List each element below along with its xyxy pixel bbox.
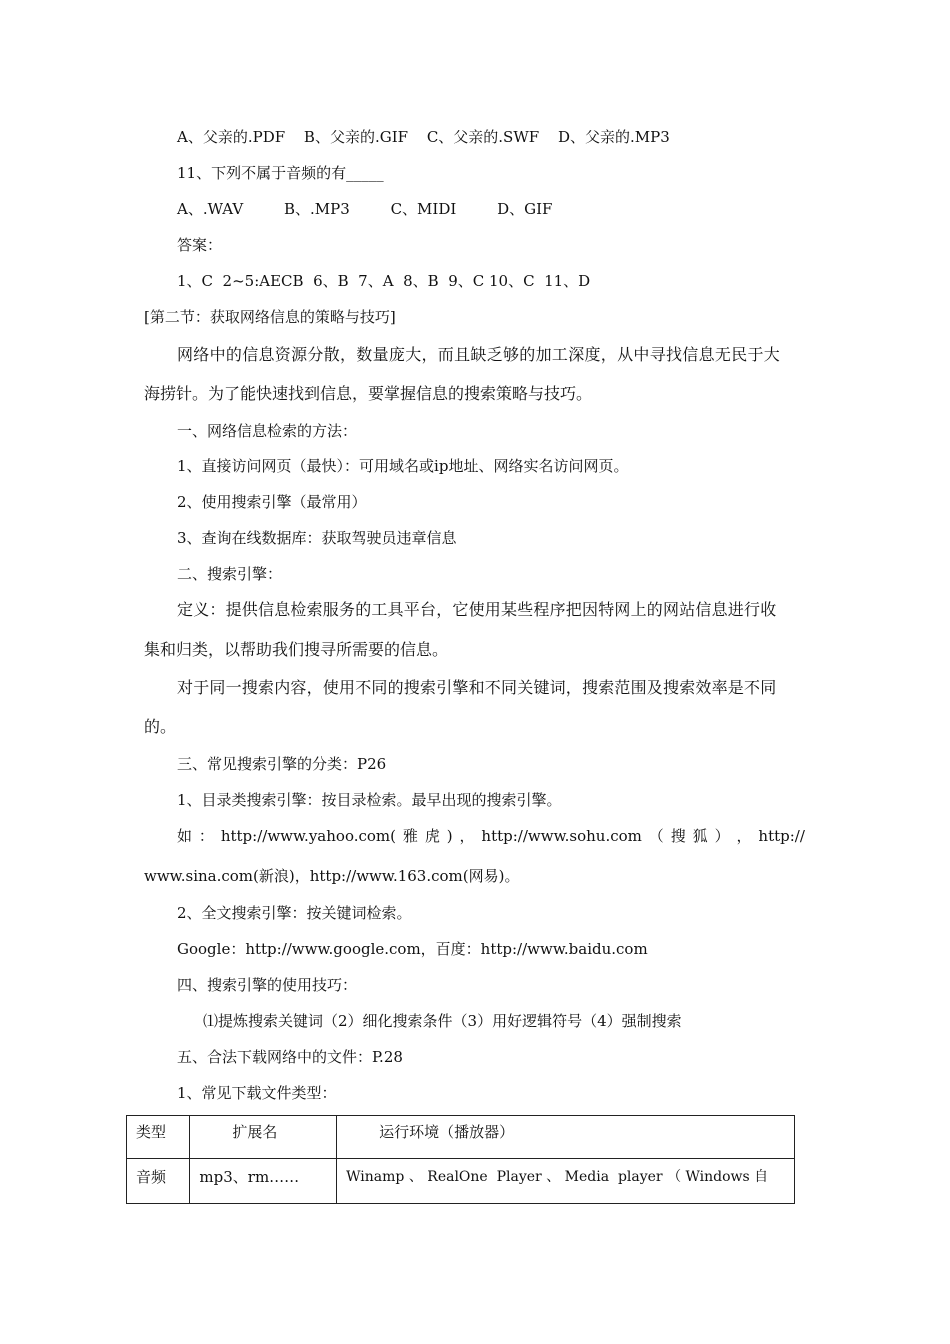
example-line-1 xyxy=(177,826,805,846)
example-part: ， xyxy=(459,827,475,845)
example-part: 虎 xyxy=(424,827,440,845)
example-part: ： xyxy=(198,827,214,845)
section-heading: [第二节：获取网络信息的策略与技巧] xyxy=(144,308,396,326)
methods-title: 一、网络信息检索的方法： xyxy=(177,422,358,440)
table-header-cell: 运行环境（播放器） xyxy=(337,1116,795,1159)
example-part: 搜 xyxy=(670,827,686,845)
table-cell: mp3、rm…… xyxy=(190,1159,337,1204)
method-3: 3、查询在线数据库：获取驾驶员违章信息 xyxy=(177,529,457,547)
example-part: ) xyxy=(446,827,453,845)
example-part: http://www.yahoo.com( xyxy=(220,827,396,845)
q10-option-a: A、父亲的.PDF xyxy=(177,128,286,146)
table-cell: Winamp 、 RealOne Player 、 Media player （ Windows 自 xyxy=(337,1159,795,1204)
q11-options xyxy=(177,199,552,219)
note-line-2: 的。 xyxy=(144,717,177,736)
table-header-cell: 扩展名 xyxy=(190,1116,337,1159)
q10-options xyxy=(177,127,670,147)
fulltext-examples: Google：http://www.google.com，百度：http://www.baidu.com xyxy=(177,940,648,958)
classify-title: 三、常见搜索引擎的分类：P26 xyxy=(177,755,387,773)
example-part: 狐 xyxy=(692,827,708,845)
q10-option-d: D、父亲的.MP3 xyxy=(557,128,670,146)
answers-line: 1、C 2~5:AECB 6、B 7、A 8、B 9、C 10、C 11、D xyxy=(177,272,591,290)
example-part: http:// xyxy=(758,827,805,845)
answers-label: 答案： xyxy=(177,236,223,254)
download-title: 五、合法下载网络中的文件：P.28 xyxy=(177,1048,403,1066)
example-line-2: www.sina.com(新浪)，http://www.163.com(网易)。 xyxy=(144,867,520,885)
method-2: 2、使用搜索引擎（最常用） xyxy=(177,493,367,511)
file-types-table xyxy=(126,1115,795,1204)
q11-option-c: C、MIDI xyxy=(390,200,457,218)
definition-line-2: 集和归类，以帮助我们搜寻所需要的信息。 xyxy=(144,640,449,659)
table-header-row xyxy=(127,1116,795,1159)
example-part: 雅 xyxy=(402,827,418,845)
intro-line-1: 网络中的信息资源分散，数量庞大，而且缺乏够的加工深度，从中寻找信息无民于大 xyxy=(177,345,781,364)
q11-option-b: B、.MP3 xyxy=(283,200,350,218)
directory-engine: 1、目录类搜索引擎：按目录检索。最早出现的搜索引擎。 xyxy=(177,791,562,809)
table-row xyxy=(127,1159,795,1204)
q11-question: 11、下列不属于音频的有_____ xyxy=(177,164,384,182)
q10-option-b: B、父亲的.GIF xyxy=(303,128,409,146)
filetypes-title: 1、常见下载文件类型： xyxy=(177,1084,337,1102)
example-part: （ xyxy=(648,827,664,845)
method-1: 1、直接访问网页（最快）：可用域名或ip地址、网络实名访问网页。 xyxy=(177,457,629,475)
intro-line-2: 海捞针。为了能快速找到信息，要掌握信息的搜索策略与技巧。 xyxy=(144,384,593,403)
q11-option-d: D、GIF xyxy=(497,200,553,218)
example-part: ， xyxy=(736,827,752,845)
definition-line-1: 定义：提供信息检索服务的工具平台，它使用某些程序把因特网上的网站信息进行收 xyxy=(177,600,777,619)
tips-title: 四、搜索引擎的使用技巧： xyxy=(177,976,358,994)
q11-option-a: A、.WAV xyxy=(177,200,244,218)
fulltext-engine: 2、全文搜索引擎：按关键词检索。 xyxy=(177,904,412,922)
engine-title: 二、搜索引擎： xyxy=(177,565,283,583)
table-cell: 音频 xyxy=(127,1159,190,1204)
table-header-cell: 类型 xyxy=(127,1116,190,1159)
example-part: ） xyxy=(714,827,730,845)
tips-list: ⑴提炼搜索关键词（2）细化搜索条件（3）用好逻辑符号（4）强制搜索 xyxy=(203,1012,682,1030)
q10-option-c: C、父亲的.SWF xyxy=(426,128,540,146)
note-line-1: 对于同一搜索内容，使用不同的搜索引擎和不同关键词，搜索范围及搜索效率是不同 xyxy=(177,678,777,697)
example-part: http://www.sohu.com xyxy=(481,827,642,845)
example-part: 如 xyxy=(177,827,193,845)
